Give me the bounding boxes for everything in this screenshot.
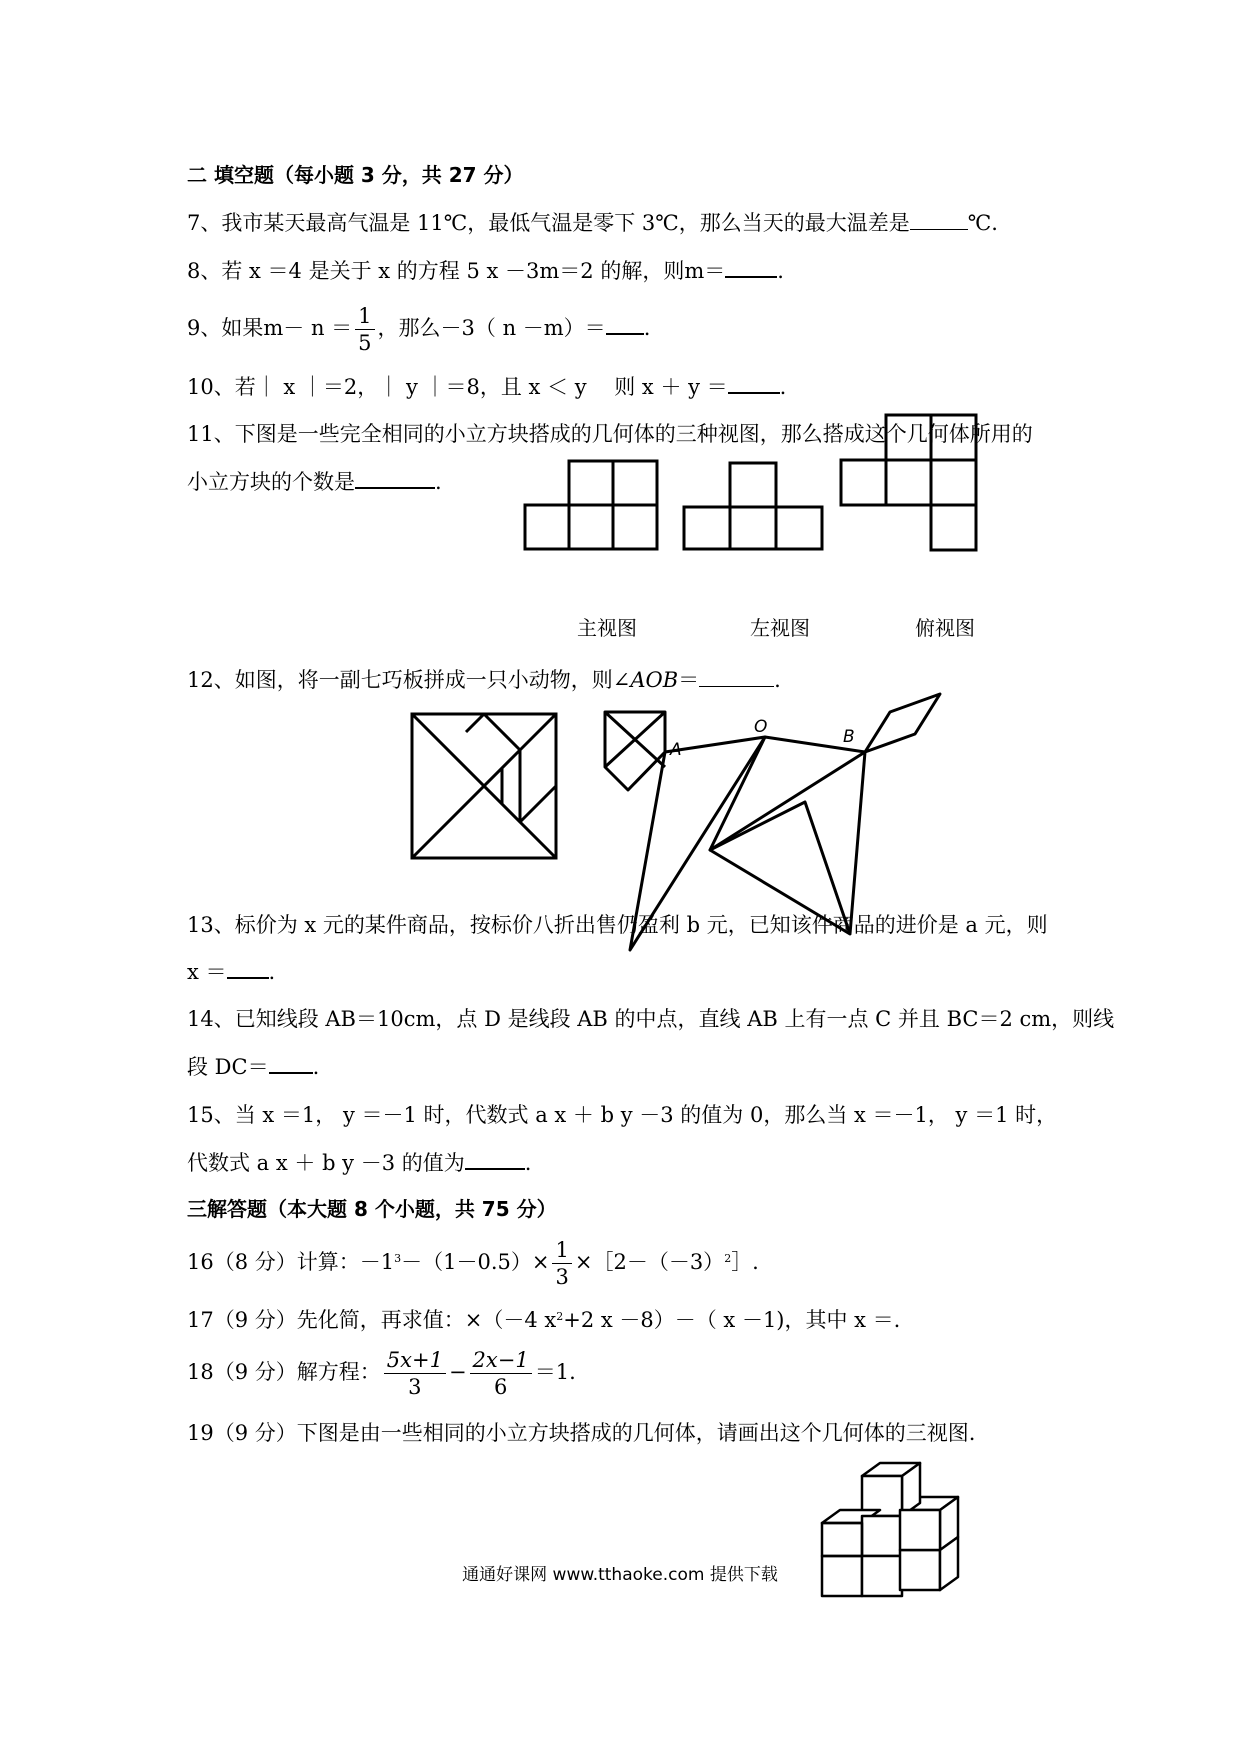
fraction-numerator: 5x+1 <box>384 1347 446 1374</box>
question-17 <box>187 1305 900 1335</box>
fraction-1-3 <box>552 1237 571 1290</box>
answer-blank-9[interactable] <box>606 313 644 335</box>
fraction-numerator: 1 <box>552 1237 571 1264</box>
question-15-line-2-text: 代数式 a x ＋ b y －3 的值为 <box>187 1151 465 1175</box>
question-13-suffix: . <box>268 960 276 984</box>
question-11-line-2 <box>187 467 442 497</box>
question-14-suffix: . <box>312 1055 320 1079</box>
question-15-suffix: . <box>524 1151 532 1175</box>
question-12-suffix: . <box>774 668 781 692</box>
caption-front-view: 主视图 <box>577 616 637 640</box>
question-10-suffix: . <box>779 375 787 399</box>
label-b: B <box>843 727 855 747</box>
fraction-numerator: 2x−1 <box>470 1347 532 1374</box>
section-2-heading: 二 填空题（每小题 3 分，共 27 分） <box>187 163 524 187</box>
answer-blank-13[interactable] <box>227 957 269 979</box>
question-7-suffix: ℃. <box>967 211 998 235</box>
question-7-text: 7、我市某天最高气温是 11℃，最低气温是零下 3℃，那么当天的最大温差是 <box>187 211 910 235</box>
question-18-pre: 18（9 分）解方程： <box>187 1360 381 1384</box>
question-10-text: 10、若｜ x ｜＝2，｜ y ｜＝8，且 x ＜ y 则 x ＋ y ＝ <box>187 375 728 399</box>
question-15-line-2 <box>187 1148 531 1178</box>
question-16 <box>187 1234 759 1290</box>
question-8-text: 8、若 x ＝4 是关于 x 的方程 5 x －3m＝2 的解，则m＝ <box>187 259 726 283</box>
question-15-line-1: 15、当 x ＝1， y ＝－1 时，代数式 a x ＋ b y －3 的值为 0，那么当 x ＝－1， y ＝1 时， <box>187 1103 1058 1127</box>
caption-top-view: 俯视图 <box>915 616 975 640</box>
answer-blank-7[interactable] <box>910 209 968 230</box>
question-11-line-1: 11、下图是一些完全相同的小立方块搭成的几何体的三种视图，那么搭成这个几何体所用的 <box>187 422 1033 446</box>
fraction-denominator: 3 <box>408 1375 422 1399</box>
question-13-line-1: 13、标价为 x 元的某件商品，按标价八折出售仍盈利 b 元，已知该件商品的进价是 a 元，则 <box>187 913 1048 937</box>
caption-left-view: 左视图 <box>750 616 810 640</box>
three-views-figure <box>520 455 990 605</box>
label-a: A <box>670 740 682 760</box>
fraction-5x-plus-1-over-3 <box>384 1347 446 1400</box>
question-12-text: 12、如图，将一副七巧板拼成一只小动物，则∠ <box>187 668 631 692</box>
exponent-2: 2 <box>556 1310 564 1323</box>
minus-sign: − <box>448 1360 467 1384</box>
fraction-numerator: 1 <box>355 303 374 330</box>
question-9-suffix: . <box>643 316 651 340</box>
question-16-mid: －（1－0.5）× <box>401 1250 550 1274</box>
question-14-line-2 <box>187 1052 319 1082</box>
question-11-line-2-text: 小立方块的个数是 <box>187 470 355 494</box>
question-17-post: +2 x －8）－（ x －1)，其中 x ＝. <box>563 1308 901 1332</box>
answer-blank-8[interactable] <box>725 256 777 278</box>
question-16-post: ×［2－（－3） <box>574 1250 725 1274</box>
answer-blank-14[interactable] <box>269 1052 313 1074</box>
question-9-pre: 9、如果m－ n ＝ <box>187 316 353 340</box>
fraction-1-5 <box>355 303 374 356</box>
answer-blank-15[interactable] <box>465 1148 525 1170</box>
question-16-end: ］. <box>731 1250 759 1274</box>
tangram-square <box>410 712 560 862</box>
question-13-line-2-text: x ＝ <box>187 960 227 984</box>
question-18 <box>187 1344 576 1400</box>
question-11-suffix: . <box>435 470 442 494</box>
answer-blank-11[interactable] <box>355 467 435 489</box>
angle-name: AOB <box>630 668 679 692</box>
question-8 <box>187 256 784 286</box>
question-8-suffix: . <box>777 259 784 283</box>
left-view-diagram <box>684 463 822 549</box>
fraction-2x-minus-1-over-6 <box>470 1347 532 1400</box>
question-12-eq: ＝ <box>678 668 700 692</box>
fraction-denominator: 3 <box>555 1265 569 1289</box>
answer-blank-10[interactable] <box>728 372 780 394</box>
question-18-post: ＝1. <box>534 1360 576 1384</box>
exponent-2: 2 <box>724 1252 732 1265</box>
question-14-line-2-text: 段 DC＝ <box>187 1055 269 1079</box>
exponent-3: 3 <box>394 1252 402 1265</box>
question-10 <box>187 372 786 402</box>
question-16-pre: 16（8 分）计算：－1 <box>187 1250 395 1274</box>
label-o: O <box>754 717 768 737</box>
question-17-pre: 17（9 分）先化简，再求值：×（－4 x <box>187 1308 557 1332</box>
fraction-denominator: 5 <box>358 331 372 355</box>
question-19: 19（9 分）下图是由一些相同的小立方块搭成的几何体，请画出这个几何体的三视图. <box>187 1421 976 1445</box>
section-3-heading: 三解答题（本大题 8 个小题，共 75 分） <box>187 1197 557 1221</box>
front-view-diagram <box>525 461 657 549</box>
question-9-post: ，那么－3（ n －m）＝ <box>377 316 606 340</box>
question-13-line-2 <box>187 957 275 987</box>
question-7 <box>187 208 998 238</box>
question-14-line-1: 14、已知线段 AB＝10cm，点 D 是线段 AB 的中点，直线 AB 上有一点 C 并且 BC＝2 cm，则线 <box>187 1007 1115 1031</box>
question-9 <box>187 300 650 356</box>
fraction-denominator: 6 <box>493 1375 508 1399</box>
footer-text: 通通好课网 www.tthaoke.com 提供下载 <box>462 1565 778 1585</box>
